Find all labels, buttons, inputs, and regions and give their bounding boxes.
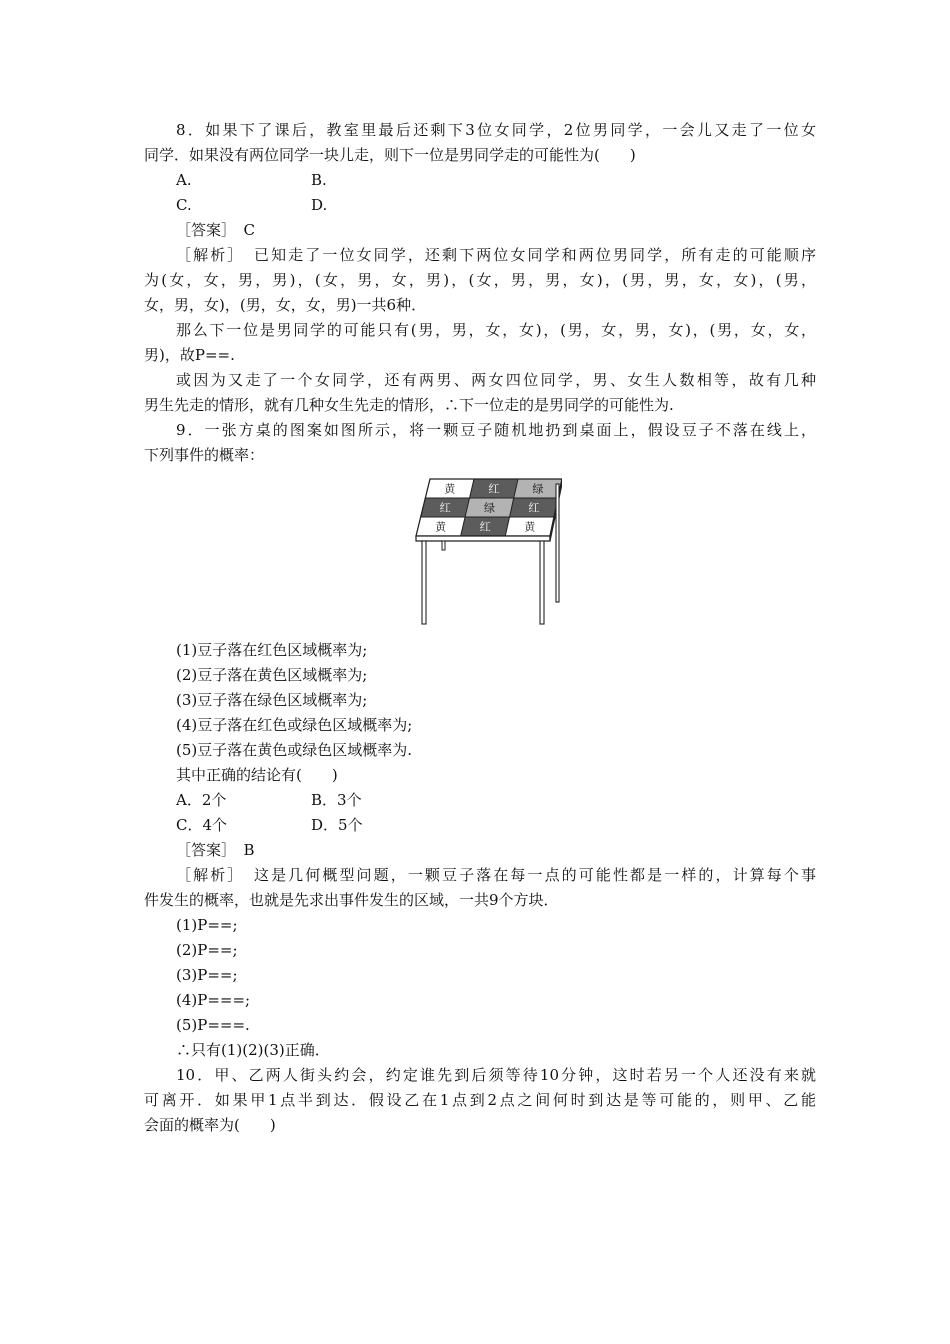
q8-analysis-4: 那么下一位是男同学的可能只有(男，男，女，女)，(男，女，男，女)，(男，女，女， [176, 321, 816, 339]
table-diagram [412, 474, 562, 630]
q8-options-row-1 [144, 168, 816, 193]
q8-line-1: 8．如果下了课后，教室里最后还剩下3位女同学，2位男同学，一会儿又走了一位女 [176, 121, 816, 139]
q9-step-2: (2)P==; [176, 941, 238, 959]
q10-line-1: 10．甲、乙两人街头约会，约定谁先到后须等待10分钟，这时若另一个人还没有来就 [176, 1066, 816, 1084]
q9-analysis-1: ［解析］ 这是几何概型问题，一颗豆子落在每一点的可能性都是一样的，计算每个事 [176, 866, 816, 884]
q9-step-3: (3)P==; [176, 966, 238, 984]
q9-item-5: (5)豆子落在黄色或绿色区域概率为. [176, 741, 413, 759]
q9-answer: ［答案］ B [176, 841, 255, 859]
q8-analysis-2: 为(女，女，男，男)，(女，男，女，男)，(女，男，男，女)，(男，男，女，女)，(男， [144, 271, 816, 289]
grid-cell-label: 黄 [524, 520, 536, 534]
table-leg-front-left [422, 541, 426, 624]
q8-analysis-3: 女，男，女)，(男，女，女，男)一共6种． [144, 296, 427, 314]
q8-option-a: A. [176, 171, 192, 189]
table-leg-back-right [556, 484, 559, 602]
q8-answer: ［答案］ C [176, 221, 255, 239]
table-leg-front-right [540, 541, 544, 624]
grid-cell-label: 红 [488, 482, 500, 496]
q10-line-2: 可离开．如果甲1点半到达．假设乙在1点到2点之间何时到达是等可能的，则甲、乙能 [144, 1091, 816, 1109]
q9-item-1: (1)豆子落在红色区域概率为; [176, 641, 368, 659]
grid-cell-label: 红 [528, 501, 540, 515]
document-content [144, 118, 816, 1138]
q8-options-row-2 [144, 193, 816, 218]
q8-analysis-5: 男)，故P==. [144, 346, 235, 364]
table-figure [144, 468, 816, 638]
q10-line-3: 会面的概率为( ) [144, 1116, 276, 1134]
q8-analysis-1: ［解析］ 已知走了一位女同学，还剩下两位女同学和两位男同学，所有走的可能顺序 [176, 246, 816, 264]
q9-line-1: 9．一张方桌的图案如图所示，将一颗豆子随机地扔到桌面上，假设豆子不落在线上， [176, 421, 816, 439]
q9-question: 其中正确的结论有( ) [176, 766, 338, 784]
grid-cell-label: 黄 [444, 482, 456, 496]
grid-cell-label: 绿 [484, 501, 495, 515]
q9-item-2: (2)豆子落在黄色区域概率为; [176, 666, 368, 684]
grid-cell-label: 红 [439, 501, 451, 515]
q9-option-a: A．2个 [176, 791, 227, 809]
table-leg-back-left [442, 541, 445, 550]
q9-item-4: (4)豆子落在红色或绿色区域概率为; [176, 716, 413, 734]
q8-line-2: 同学．如果没有两位同学一块儿走，则下一位是男同学走的可能性为( ) [144, 146, 636, 164]
q9-step-4: (4)P===; [176, 991, 251, 1009]
q9-option-c: C．4个 [176, 816, 228, 834]
q8-analysis-6: 或因为又走了一个女同学，还有两男、两女四位同学，男、女生人数相等，故有几种 [176, 371, 816, 389]
q9-analysis-2: 件发生的概率，也就是先求出事件发生的区域，一共9个方块． [144, 891, 559, 909]
q9-item-3: (3)豆子落在绿色区域概率为; [176, 691, 368, 709]
q8-option-b: B. [311, 171, 327, 189]
q9-conclusion: ∴只有(1)(2)(3)正确． [176, 1041, 330, 1059]
grid-cell-label: 红 [479, 520, 491, 534]
q8-analysis-7: 男生先走的情形，就有几种女生先走的情形，∴下一位走的是男同学的可能性为. [144, 396, 674, 414]
table-top-grid [416, 479, 562, 536]
q9-step-5: (5)P===. [176, 1016, 250, 1034]
q9-option-b: B．3个 [311, 791, 362, 809]
q9-options-row-1 [144, 788, 816, 813]
table-front-edge [416, 536, 550, 541]
q8-option-c: C. [176, 196, 192, 214]
grid-cell-label: 绿 [532, 482, 544, 496]
q9-step-1: (1)P==; [176, 916, 238, 934]
q9-line-2: 下列事件的概率： [144, 446, 265, 464]
q8-option-d: D. [311, 196, 328, 214]
q9-options-row-2 [144, 813, 816, 838]
grid-cell-label: 黄 [435, 520, 447, 534]
q9-option-d: D．5个 [311, 816, 363, 834]
